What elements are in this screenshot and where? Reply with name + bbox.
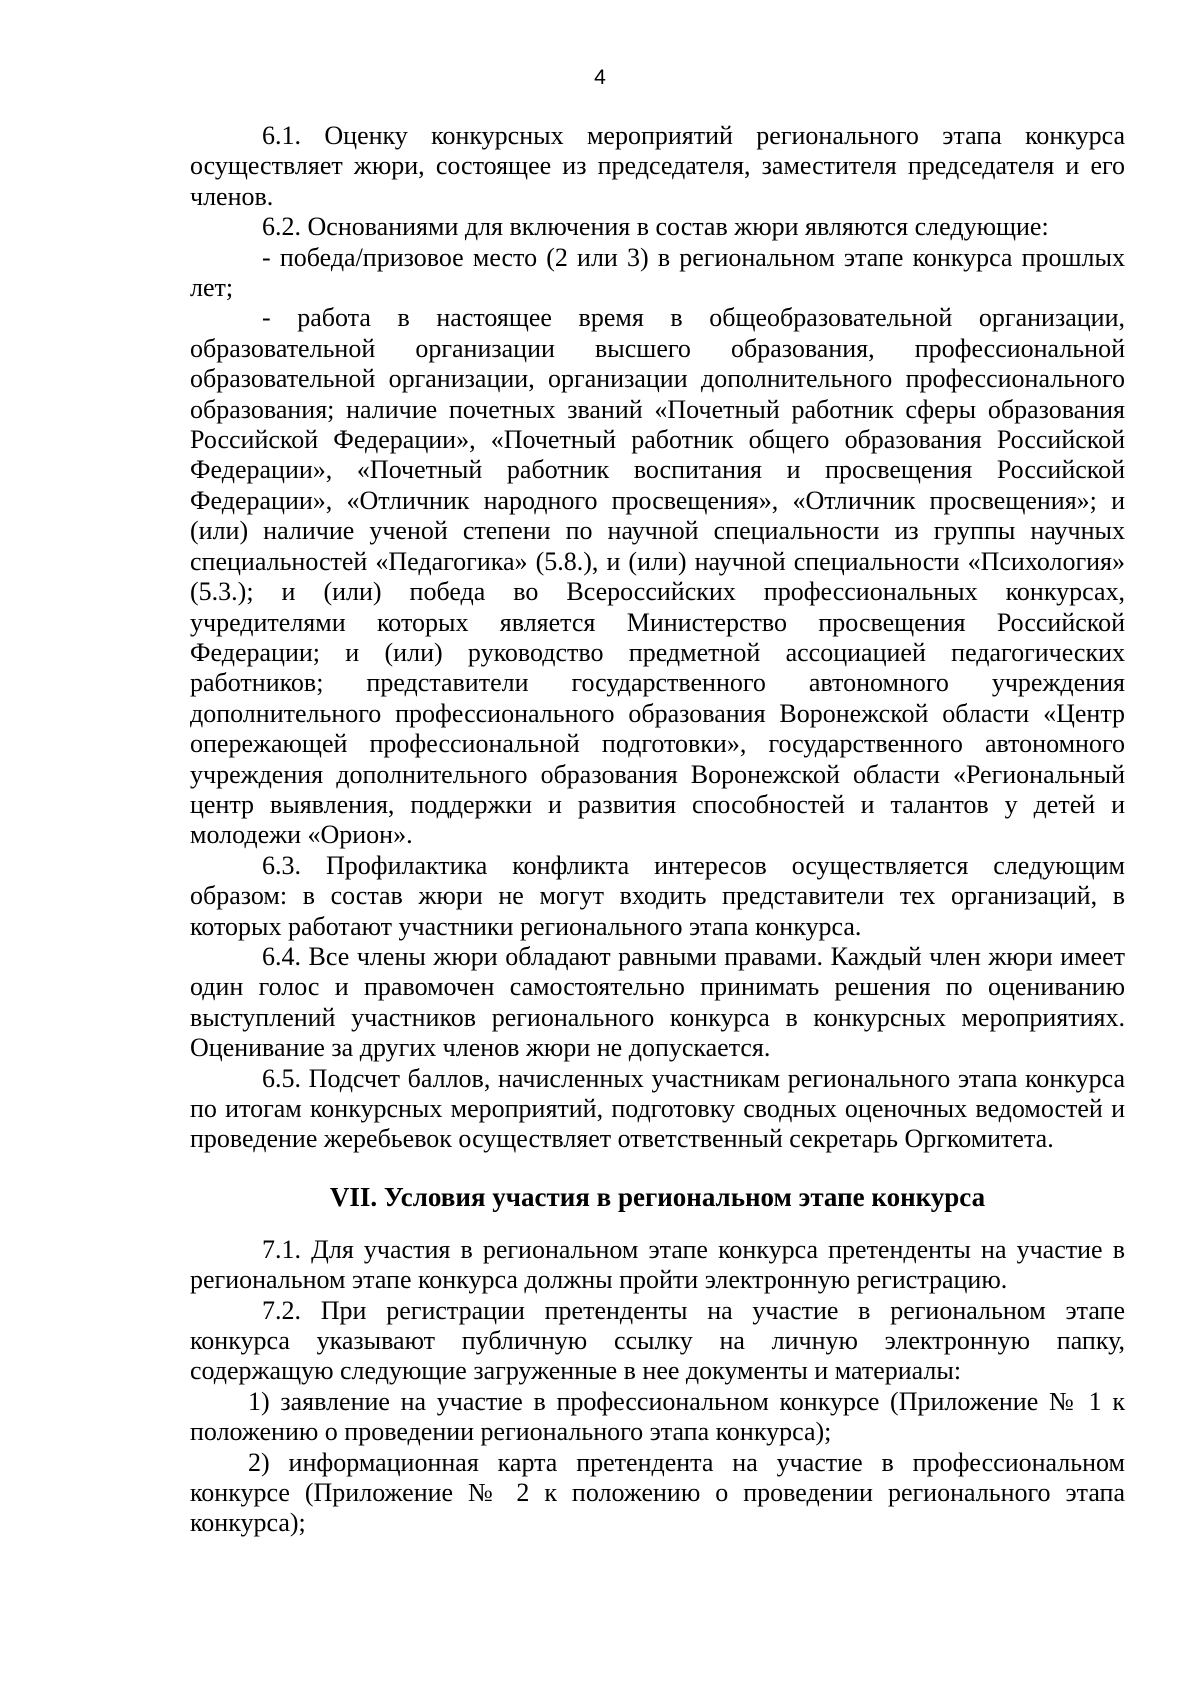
paragraph-6-1: 6.1. Оценку конкурсных мероприятий регионального этапа конкурса осуществляет жюри, состоящее из председателя, заместителя председателя и его членов. (190, 121, 1125, 211)
list-item-2: 2) информационная карта претендента на участие в профессиональном конкурсе (Приложение № 2 к положению о проведении регионального этапа конкурса); (190, 1447, 1125, 1538)
list-item-1: 1) заявление на участие в профессиональном конкурсе (Приложение № 1 к положению о проведении регионального этапа конкурса); (190, 1386, 1125, 1447)
paragraph-6-4: 6.4. Все члены жюри обладают равными правами. Каждый член жюри имеет один голос и правомочен самостоятельно принимать решения по оцениванию выступлений участников регионального конкурса в конкурсных мероприятиях. Оценивание за других членов жюри не допускается. (190, 941, 1125, 1063)
list-item-dash-2: - работа в настоящее время в общеобразовательной организации, образовательной организации высшего образования, профессиональной образовательной организации, организации дополнительного профессионального образования; наличие почетных званий «Почетный работник сферы образования Российской Федерации», «Почетный работник общего образования Российской Федерации», «Почетный работник воспитания и просвещения Российской Федерации», «Отличник народного просвещения», «Отличник просвещения»; и (или) наличие ученой степени по научной специальности из группы научных специальностей «Педагогика» (5.8.), и (или) научной специальности «Психология» (5.3.); и (или) победа во Всероссийских профессиональных конкурсах, учредителями которых является Министерство просвещения Российской Федерации; и (или) руководство предметной ассоциацией педагогических работников; представители государственного автономного учреждения дополнительного профессионального образования Воронежской области «Центр опережающей профессиональной подготовки», государственного автономного учреждения дополнительного образования Воронежской области «Региональный центр выявления, поддержки и развития способностей и талантов у детей и молодежи «Орион». (190, 303, 1125, 850)
paragraph-7-2: 7.2. При регистрации претенденты на участие в региональном этапе конкурса указывают публичную ссылку на личную электронную папку, содержащую следующие загруженные в нее документы и материалы: (190, 1295, 1125, 1386)
paragraph-7-1: 7.1. Для участия в региональном этапе конкурса претенденты на участие в региональном этапе конкурса должны пройти электронную регистрацию. (190, 1234, 1125, 1295)
paragraph-6-5: 6.5. Подсчет баллов, начисленных участникам регионального этапа конкурса по итогам конкурсных мероприятий, подготовку сводных оценочных ведомостей и проведение жеребьевок осуществляет ответственный секретарь Оргкомитета. (190, 1063, 1125, 1154)
section-heading-7: VII. Условия участия в региональном этапе конкурса (329, 1181, 986, 1212)
paragraph-6-3: 6.3. Профилактика конфликта интересов осуществляется следующим образом: в состав жюри не могут входить представители тех организаций, в которых работают участники регионального этапа конкурса. (190, 850, 1125, 941)
document-body (190, 121, 1125, 1539)
list-item-dash-1: - победа/призовое место (2 или 3) в региональном этапе конкурса прошлых лет; (190, 242, 1125, 303)
page-number: 4 (594, 66, 606, 89)
paragraph-6-2: 6.2. Основаниями для включения в состав жюри являются следующие: (262, 212, 1049, 242)
